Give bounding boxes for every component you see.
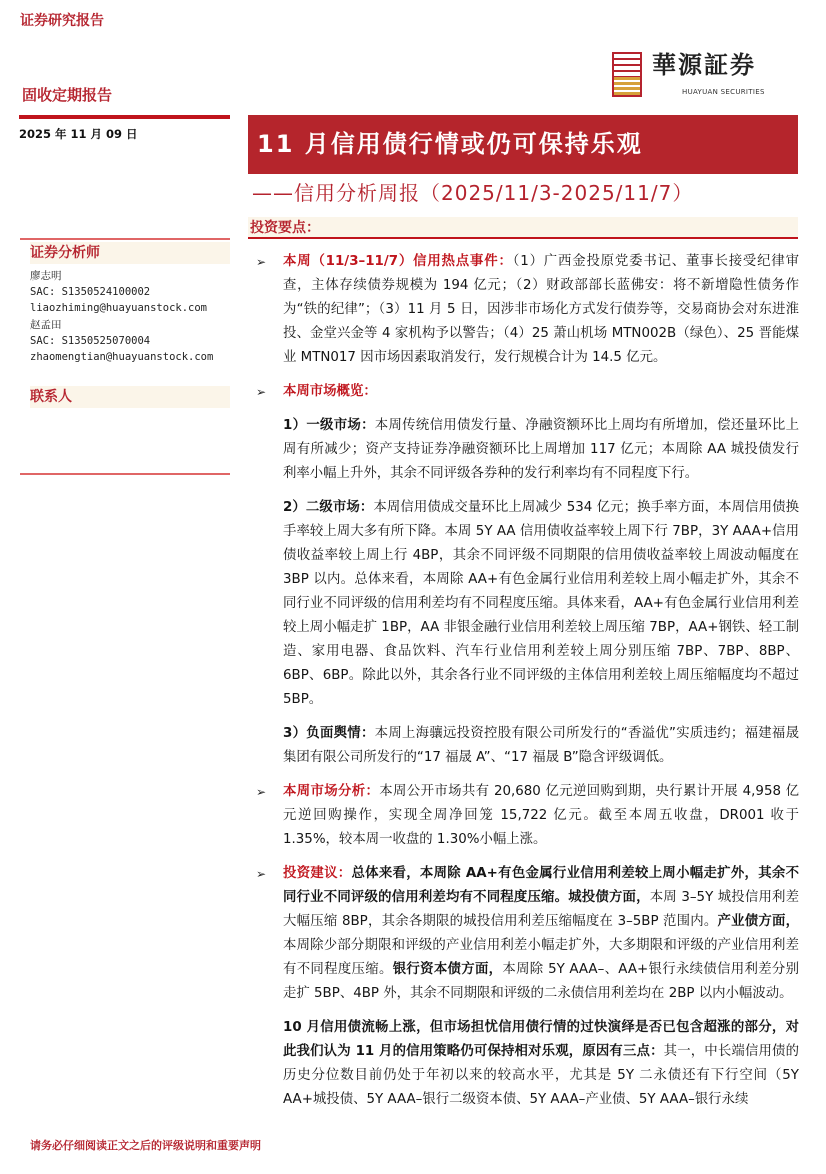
- body-text: 本周公开市场共有 20,680 亿元逆回购到期，央行累计开展 4,958 亿元逆回购操作，实现全周净回笼 15,722 亿元。截至本周五收盘，DR001 收于 1.35%，较本周一收盘的 1.30%小幅上涨。: [283, 784, 799, 847]
- section-label: 本周市场概览：: [283, 384, 377, 399]
- market-analysis-item: [256, 780, 799, 852]
- body-text: 本周传统信用债发行量、净融资额环比上周均有所增加，偿还量环比上周有所减少；资产支持证券净融资额环比上周增加 117 亿元；本周除 AA 城投债发行利率小幅上升外，其余不同评级各券种的发行利率均有不同程度下行。: [283, 418, 800, 481]
- body-text: 本周除少部分期限和评级的产业信用利差小幅走扩外，大多期限和评级的产业信用利差有不同程度压缩。: [283, 938, 799, 977]
- page-subtitle: ——信用分析周报（2025/11/3-2025/11/7）: [252, 181, 694, 205]
- primary-market-item: [256, 414, 799, 486]
- negative-news-item: [256, 722, 799, 770]
- report-category: 固收定期报告: [22, 86, 113, 104]
- sub-label: 2）二级市场：: [283, 500, 374, 515]
- analyst-sac: SAC: S1350524100002: [30, 286, 151, 299]
- arrow-bullet-icon: ➢: [256, 785, 267, 799]
- sidebar-divider-bottom: [20, 473, 230, 475]
- arrow-bullet-icon: ➢: [256, 385, 267, 399]
- logo-name-en: HUAYUAN SECURITIES: [682, 88, 765, 96]
- arrow-bullet-icon: ➢: [256, 867, 267, 881]
- market-overview-item: [256, 380, 799, 404]
- key-points-label: 投资要点：: [250, 220, 320, 236]
- sub-label: 3）负面舆情：: [283, 726, 375, 741]
- analyst-name: 赵孟田: [30, 318, 62, 331]
- analyst-list: [30, 268, 213, 365]
- body-text: 本周 3–5Y 城投信用利差大幅压缩 8BP，其余各期限的城投信用利差压缩幅度在 3–5BP 范围内。: [283, 890, 799, 929]
- market-analysis-paragraph: [283, 780, 799, 852]
- section-label: 本周市场分析：: [283, 784, 380, 799]
- company-logo: [612, 50, 812, 102]
- analyst-name: 廖志明: [30, 270, 62, 282]
- contacts-header: [30, 386, 230, 408]
- secondary-market-item: [256, 496, 799, 712]
- section-label: 本周（11/3–11/7）信用热点事件：: [283, 254, 513, 269]
- analyst-email[interactable]: liaozhiming@huayuanstock.com: [30, 302, 208, 315]
- primary-market-paragraph: [283, 414, 799, 486]
- header-divider: [19, 115, 230, 119]
- title-banner: [248, 115, 798, 174]
- analysts-header: [30, 242, 230, 264]
- key-points-body: [256, 250, 799, 1122]
- market-overview-heading: [283, 380, 799, 404]
- body-text: 其一，中长端信用债的历史分位数目前仍处于年初以来的较高水平，尤其是 5Y 二永债还有下行空间（5Y AA+城投债、5Y AAA–银行二级资本债、5Y AAA–产业债、5Y AAA–银行永续: [283, 1044, 799, 1107]
- bold-text: 10 月信用债流畅上涨，但市场担忧信用债行情的过快演绎是否已包含超涨的部分，对此我们认为 11 月的信用策略仍可保持相对乐观，原因有三点：: [283, 1020, 799, 1059]
- bold-text: 银行资本债方面，: [392, 962, 503, 977]
- section-label: 投资建议：: [283, 866, 352, 881]
- sidebar-divider-top: [20, 238, 230, 240]
- key-points-header: [248, 217, 798, 239]
- analysts-label: 证券分析师: [30, 245, 100, 261]
- body-text: 本周上海骧远投资控股有限公司所发行的“香溢优”实质违约；福建福晟集团有限公司所发行的“17 福晟 A”、“17 福晟 B”隐含评级调低。: [283, 726, 799, 765]
- report-type-label: 证券研究报告: [20, 13, 104, 29]
- body-text: 本周信用债成交量环比上周减少 534 亿元；换手率方面，本周信用债换手率较上周大多有所下降。本周 5Y AA 信用债收益率较上周下行 7BP，3Y AAA+信用债收益率较上周上行 4BP，其余不同评级不同期限的信用债收益率较上周波动幅度在 3BP 以内。总体来看，本周除 AA+有色金属行业信用利差较上周小幅走扩外，其余不同行业不同评级的信用利差均有不同程度压缩。具体来看，AA+有色金属行业信用利差较上周小幅走扩 1BP，AA 非银金融行业信用利差较上周压缩 7BP，AA+钢铁、轻工制造、家用电器、食品饮料、汽车行业信用利差较上周分别压缩 7BP、7BP、8BP、6BP、6BP。除此以外，其余各行业不同评级的主体信用利差较上周压缩幅度均不超过 5BP。: [283, 500, 799, 707]
- outlook-item: [256, 1016, 799, 1112]
- analyst-sac: SAC: S1350525070004: [30, 334, 151, 347]
- report-date: 2025 年 11 月 09 日: [19, 127, 138, 141]
- outlook-paragraph: [283, 1016, 799, 1112]
- page-title: 11 月信用债行情或仍可保持乐观: [257, 130, 643, 158]
- investment-advice-item: [256, 862, 799, 1006]
- body-text: 本周除 5Y AAA–、AA+银行永续债信用利差分别走扩 5BP、4BP 外，其余不同期限和评级的二永债信用利差均在 2BP 以内小幅波动。: [283, 962, 800, 1001]
- body-text: （1）广西金投原党委书记、董事长接受纪律审查，主体存续债券规模为 194 亿元；（2）财政部部长蓝佛安：将不新增隐性债务作为“铁的纪律”；（3）11 月 5 日，因涉非市场化方式发行债券等，交易商协会对东进淮投、金堂兴金等 4 家机构予以警告；（4）25 萧山机场 MTN002B（绿色）、25 晋能煤业 MTN017 因市场因素取消发行，发行规模合计为 14.5 亿元。: [283, 254, 799, 365]
- disclaimer-footer: 请务必仔细阅读正文之后的评级说明和重要声明: [30, 1139, 261, 1152]
- logo-name-cn: 華源証券: [652, 50, 756, 79]
- bold-text: 总体来看，本周除 AA+有色金属行业信用利差较上周小幅走扩外，其余不同行业不同评级的信用利差均有不同程度压缩。城投债方面，: [283, 866, 800, 905]
- hot-events-paragraph: [283, 250, 799, 370]
- arrow-bullet-icon: ➢: [256, 255, 267, 269]
- bold-text: 产业债方面，: [717, 914, 800, 929]
- analyst-email[interactable]: zhaomengtian@huayuanstock.com: [30, 351, 214, 364]
- logo-mark-icon: [612, 52, 642, 97]
- sub-label: 1）一级市场：: [283, 418, 375, 433]
- negative-news-paragraph: [283, 722, 799, 770]
- investment-advice-paragraph: [283, 862, 799, 1006]
- contacts-label: 联系人: [30, 389, 72, 405]
- secondary-market-paragraph: [283, 496, 799, 712]
- hot-events-item: [256, 250, 799, 370]
